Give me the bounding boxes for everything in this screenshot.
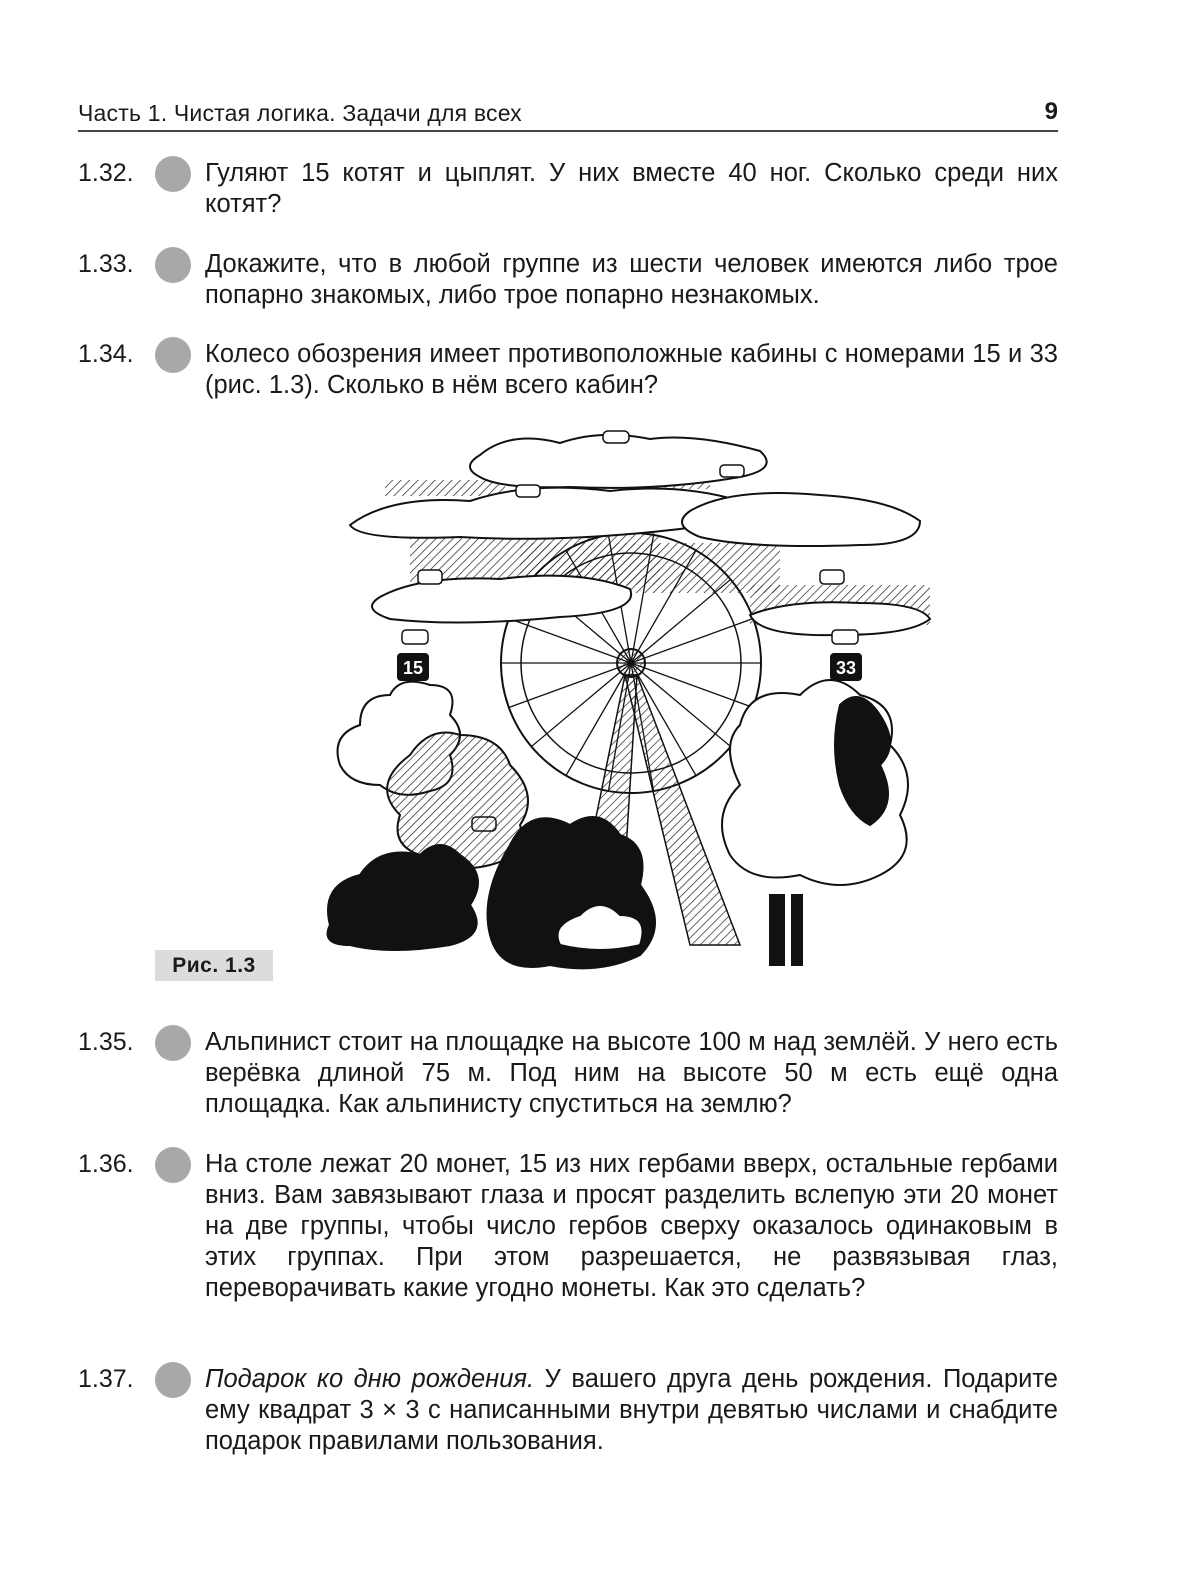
problem-number: 1.33. (78, 250, 134, 278)
cabin-15 (397, 653, 429, 681)
figure-caption: Рис. 1.3 (155, 950, 273, 981)
cabin-33 (830, 653, 862, 681)
problem-text: Альпинист стоит на площадке на высоте 100 м над землёй. У него есть верёвка длиной 75 м. Под ним на высоте 50 м есть ещё одна площадка. Как альпинисту спуститься на землю? (205, 1028, 1058, 1118)
problem-number: 1.34. (78, 340, 134, 368)
problem-title: Подарок ко дню рождения. (205, 1365, 535, 1393)
header-title: Часть 1. Чистая логика. Задачи для всех (78, 100, 522, 126)
problem-text: Гуляют 15 котят и цыплят. У них вместе 40 ног. Сколько среди них котят? (205, 159, 1058, 218)
running-header (78, 96, 1058, 132)
difficulty-dot-icon (155, 156, 191, 192)
problem-number: 1.36. (78, 1150, 134, 1178)
problem-number: 1.37. (78, 1365, 134, 1393)
page-number: 9 (1044, 98, 1058, 125)
problem-text: На столе лежат 20 монет, 15 из них гербами вверх, остальные гербами вниз. Вам завязывают глаза и просят разделить вслепую эти 20 монет на две группы, чтобы число гербов сверху оказалось одинаковым в этих группах. При этом разрешается, не развязывая глаз, переворачивать какие угодно монеты. Как это сделать? (205, 1150, 1058, 1302)
difficulty-dot-icon (155, 337, 191, 373)
problem-text (205, 1364, 1058, 1457)
difficulty-dot-icon (155, 247, 191, 283)
problem-number: 1.35. (78, 1028, 134, 1056)
problem-text: Докажите, что в любой группе из шести человек имеются либо трое попарно знакомых, либо трое попарно незнакомых. (205, 250, 1058, 309)
difficulty-dot-icon (155, 1147, 191, 1183)
cabin-15-label: 15 (402, 658, 424, 678)
difficulty-dot-icon (155, 1362, 191, 1398)
problem-text: Колесо обозрения имеет противоположные кабины с номерами 15 и 33 (рис. 1.3). Сколько в нём всего кабин? (205, 340, 1058, 399)
cabin-33-label: 33 (835, 658, 857, 678)
difficulty-dot-icon (155, 1025, 191, 1061)
ferris-wheel-illustration (320, 425, 940, 985)
problem-body: У вашего друга день рождения. Подарите ему квадрат 3 × 3 с написанными внутри девятью числами и снабдите подарок правилами пользования. (205, 1365, 1058, 1455)
problem-number: 1.32. (78, 159, 134, 187)
